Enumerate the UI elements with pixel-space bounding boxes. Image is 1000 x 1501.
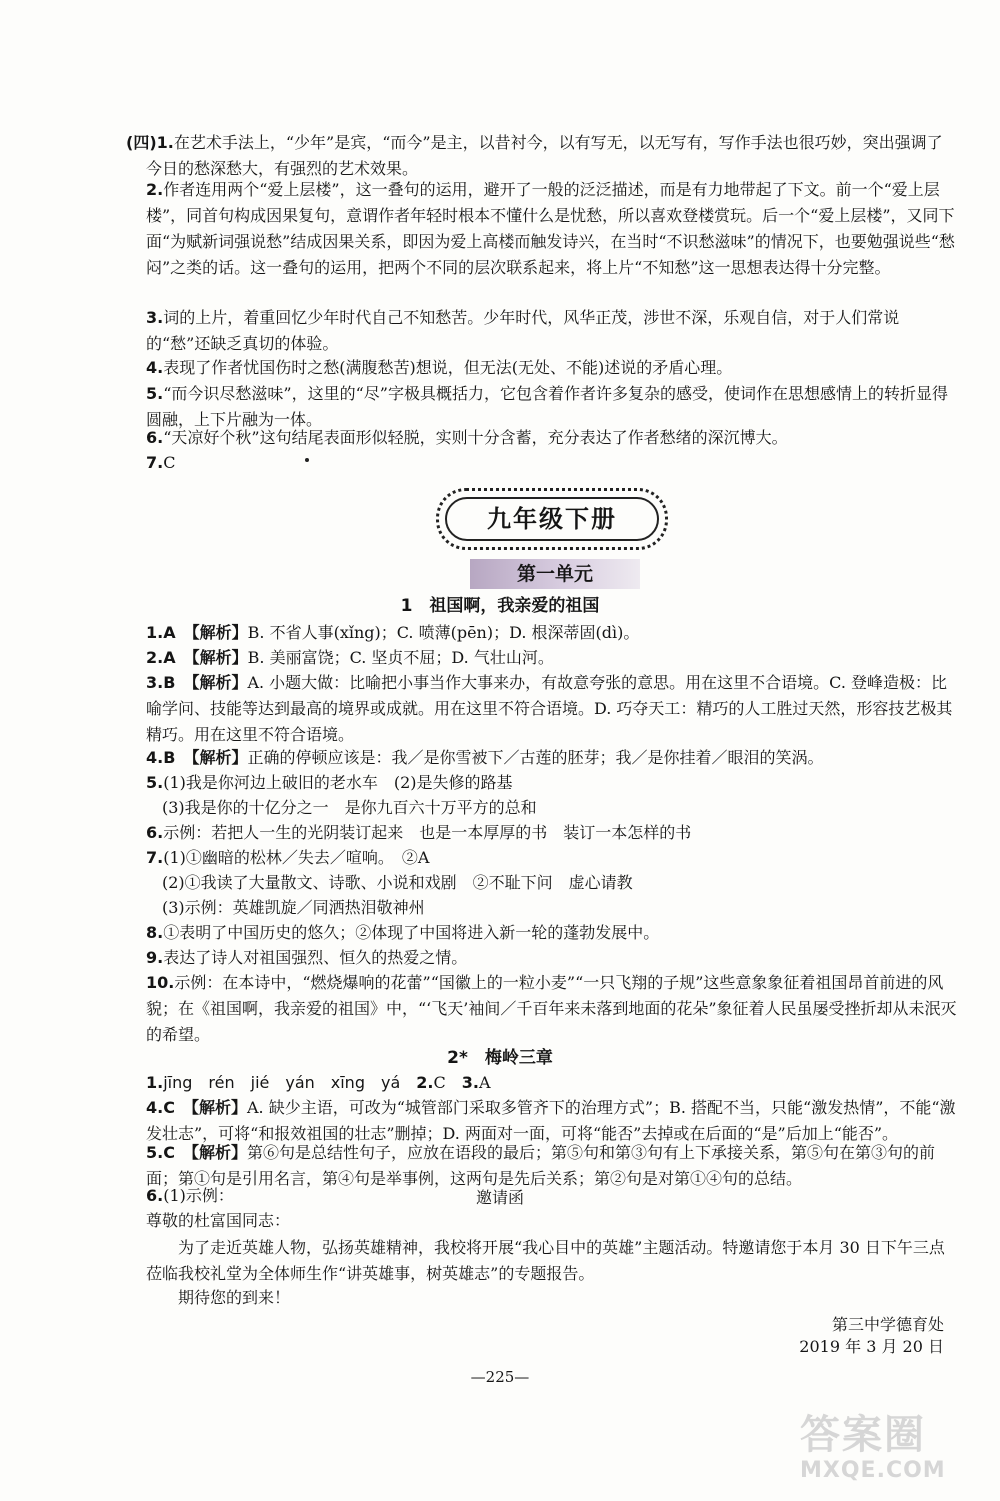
letter-closing: 期待您的到来！	[178, 1288, 291, 1307]
l1-q4-text: 正确的停顿应该是：我／是你雪被下／古莲的胚芽；我／是你挂着／眼泪的笑涡。	[247, 748, 824, 767]
l1-q5-line1: (1)我是你河边上破旧的老水车 (2)是失修的路基	[163, 773, 513, 792]
sec4-q2-text: 作者连用两个“爱上层楼”，这一叠句的运用，避开了一般的泛泛描述，而是有力地带起了下文。前一个“爱上层楼”，同首句构成因果复句，意谓作者年轻时根本不懂什么是忧愁，所以喜欢登楼赏玩。后一个“爱上层楼”，又同下面“为赋新词强说愁”结成因果关系，即因为爱上高楼而触发诗兴，在当时“不识愁滋味”的情况下，也要勉强说些“愁闷”之类的话。这一叠句的运用，把两个不同的层次联系起来，将上片“不知愁”这一思想表达得十分完整。	[146, 180, 955, 277]
letter-body: 为了走近英雄人物，弘扬英雄精神，我校将开展“我心目中的英雄”主题活动。特邀请您于本月 30 日下午三点莅临我校礼堂为全体师生作“讲英雄事，树英雄志”的专题报告。	[146, 1238, 945, 1283]
l1-q4	[146, 745, 958, 771]
l2-q6-num: 6.	[146, 1186, 164, 1205]
stray-mark	[305, 458, 309, 462]
sec4-q6-text: “天凉好个秋”这句结尾表面形似轻脱，实则十分含蓄，充分表达了作者愁绪的深沉博大。	[163, 428, 788, 447]
sec4-q4	[146, 355, 958, 381]
l2-q1-num: 1.	[146, 1073, 164, 1092]
sec4-q2-num: 2.	[146, 180, 164, 199]
sec4-q5-num: 5.	[146, 384, 164, 403]
l1-q1-text: B. 不省人事(xǐng)；C. 喷薄(pēn)；D. 根深蒂固(dì)。	[247, 623, 640, 642]
sec4-q6	[146, 425, 958, 451]
lesson1-title: 1 祖国啊，我亲爱的祖国	[400, 596, 600, 616]
sec4-q4-text: 表现了作者忧国伤时之愁(满腹愁苦)想说，但无法(无处、不能)述说的矛盾心理。	[163, 358, 733, 377]
l1-q3	[146, 670, 958, 748]
l2-q6-lead: (1)示例：	[163, 1186, 234, 1205]
l1-q8	[146, 920, 958, 946]
l2-q5-num: 5.	[146, 1143, 164, 1162]
l1-q8-text: ①表明了中国历史的悠久；②体现了中国将进入新一轮的蓬勃发展中。	[163, 923, 660, 942]
l2-q5-analysis-tag: 【解析】	[190, 1143, 247, 1162]
l1-q10-num: 10.	[146, 973, 175, 992]
l1-q9-num: 9.	[146, 948, 164, 967]
sec4-q7-num: 7.	[146, 453, 164, 472]
l1-q4-answer: B	[163, 748, 176, 767]
sec4-q1-num: (四)1.	[126, 133, 174, 152]
l1-q3-text: A. 小题大做：比喻把小事当作大事来办，有故意夸张的意思。用在这里不合语境。C. 登峰造极：比喻学问、技能等达到最高的境界或成就。用在这里不符合语境。D. 巧夺天工：精巧的人工胜过天然，形容技艺极其精巧。用在这里不符合语境。	[146, 673, 953, 744]
l2-q3-num: 3.	[461, 1073, 479, 1092]
l1-q3-answer: B	[163, 673, 176, 692]
l2-q4-num: 4.	[146, 1098, 164, 1117]
l1-q1-answer: A	[163, 623, 176, 642]
l1-q3-analysis-tag: 【解析】	[191, 673, 248, 692]
l2-q5-answer: C	[163, 1143, 175, 1162]
l1-q6-text: 示例：若把人一生的光阴装订起来 也是一本厚厚的书 装订一本怎样的书	[163, 823, 692, 842]
sec4-q5-text: “而今识尽愁滋味”，这里的“尽”字极具概括力，它包含着作者许多复杂的感受，使词作在思想感情上的转折显得圆融，上下片融为一体。	[146, 384, 948, 429]
l1-q9-text: 表达了诗人对祖国强烈、恒久的热爱之情。	[163, 948, 468, 967]
letter-sender: 第三中学德育处	[831, 1315, 944, 1334]
l1-q2-num: 2.	[146, 648, 164, 667]
l1-q4-analysis-tag: 【解析】	[191, 748, 248, 767]
l1-q6-num: 6.	[146, 823, 164, 842]
l1-q2-text: B. 美丽富饶；C. 坚贞不屈；D. 气壮山河。	[247, 648, 554, 667]
l1-q5-line2: (3)我是你的十亿分之一 是你九百六十万平方的总和	[162, 798, 537, 817]
l1-q3-num: 3.	[146, 673, 164, 692]
sec4-q3-text: 词的上片，着重回忆少年时代自己不知愁苦。少年时代，风华正茂，涉世不深，乐观自信，对于人们常说的“愁”还缺乏真切的体验。	[146, 308, 900, 353]
sec4-q7-text: C	[163, 453, 176, 472]
l2-q2-num: 2.	[416, 1073, 434, 1092]
l1-q7-line3: (3)示例：英雄凯旋／同洒热泪敬神州	[162, 898, 425, 917]
l1-q5	[146, 770, 958, 796]
l1-q7-line1: (1)①幽暗的松林／失去／喧响。 ②A	[163, 848, 430, 867]
l1-q5-num: 5.	[146, 773, 164, 792]
l2-q4-analysis-tag: 【解析】	[190, 1098, 247, 1117]
l2-q4-answer: C	[163, 1098, 175, 1117]
l1-q9	[146, 945, 958, 971]
l1-q7-line2: (2)①我读了大量散文、诗歌、小说和戏剧 ②不耻下问 虚心请教	[162, 873, 633, 892]
l1-q4-num: 4.	[146, 748, 164, 767]
volume-banner	[436, 488, 668, 550]
l2-q1-q3	[146, 1070, 958, 1096]
sec4-q7	[146, 450, 958, 476]
sec4-q3	[146, 305, 958, 357]
sec4-q4-num: 4.	[146, 358, 164, 377]
sec4-q3-num: 3.	[146, 308, 164, 327]
sec4-q2	[146, 177, 958, 281]
letter-salutation: 尊敬的杜富国同志：	[146, 1211, 291, 1230]
l1-q6	[146, 820, 958, 846]
l2-q3-answer: A	[478, 1073, 491, 1092]
sec4-q6-num: 6.	[146, 428, 164, 447]
lesson2-title: 2* 梅岭三章	[447, 1048, 553, 1068]
l1-q7	[146, 845, 958, 871]
l1-q10-text: 示例：在本诗中，“燃烧爆响的花蕾”“国徽上的一粒小麦”“一只飞翔的子规”这些意象象征着祖国昂首前进的风貌；在《祖国啊，我亲爱的祖国》中，“‘飞天’袖间／千百年来未落到地面的花朵”象征着人民虽屡受挫折却从未泯灭的希望。	[146, 973, 957, 1044]
l1-q2-answer: A	[163, 648, 176, 667]
l1-q1	[146, 620, 958, 646]
l2-q4-text: A. 缺少主语，可改为“城管部门采取多管齐下的治理方式”；B. 搭配不当，只能“激发热情”，不能“激发壮志”，可将“和报效祖国的壮志”删掉；D. 两面对一面，可将“能否”去掉或在后面的“是”后加上“能否”。	[146, 1098, 956, 1143]
watermark-cn: 答案圈	[800, 1412, 926, 1458]
l1-q7-num: 7.	[146, 848, 164, 867]
l2-q5-text: 第⑥句是总结性句子，应放在语段的最后；第⑤句和第③句有上下承接关系，第⑤句在第③句的前面；第①句是引用名言，第④句是举事例，这两句是先后关系；第②句是对第①④句的总结。	[146, 1143, 936, 1188]
l2-q2-answer: C	[433, 1073, 446, 1092]
sec4-q1	[126, 130, 958, 182]
watermark-en: MXQE.COM	[800, 1458, 946, 1483]
l1-q2	[146, 645, 958, 671]
sec4-q1-text: 在艺术手法上，“少年”是宾，“而今”是主，以昔衬今，以有写无，以无写有，写作手法也很巧妙，突出强调了今日的愁深愁大，有强烈的艺术效果。	[146, 133, 943, 178]
volume-title: 九年级下册	[445, 497, 659, 541]
l1-q1-analysis-tag: 【解析】	[191, 623, 248, 642]
l2-q1-pinyin: jīng rén jié yán xīng yá	[163, 1073, 401, 1092]
watermark-logo	[800, 1412, 990, 1492]
page-number: —225—	[470, 1368, 530, 1386]
l1-q2-analysis-tag: 【解析】	[191, 648, 248, 667]
unit-title: 第一单元	[470, 559, 640, 589]
letter-title: 邀请函	[475, 1188, 524, 1207]
l1-q10	[146, 970, 958, 1048]
letter-date: 2019 年 3 月 20 日	[799, 1337, 944, 1356]
l1-q8-num: 8.	[146, 923, 164, 942]
l1-q1-num: 1.	[146, 623, 164, 642]
